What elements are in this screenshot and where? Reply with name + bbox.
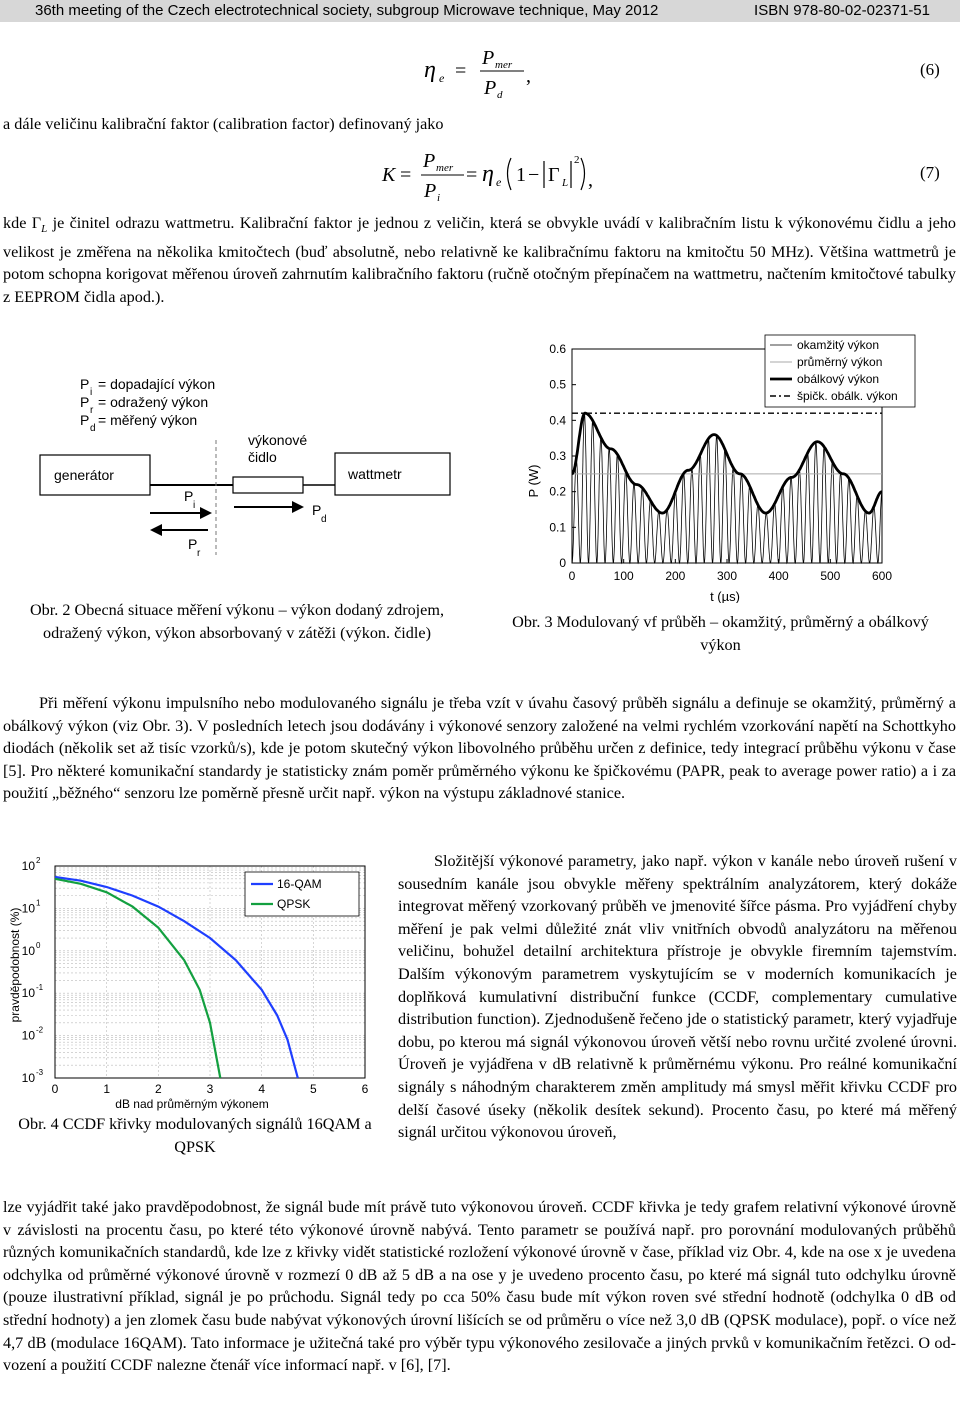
eq6-eta: η [424, 57, 436, 83]
arrow-pd-head [292, 501, 304, 513]
fig4-ytick-exp: 2 [36, 856, 41, 865]
eq7-den: P [424, 180, 437, 202]
legend-pd-sub: d [90, 423, 96, 434]
figure-4-caption: Obr. 4 CCDF křivky modulovaných signálů 16QAM a QPSK [18, 1115, 372, 1156]
fig3-xlabel: t (µs) [710, 589, 740, 603]
fig4-xlabel: dB nad průměrným výkonem [115, 1097, 269, 1111]
eq7-equals-2: = [466, 164, 478, 186]
fig3-legend-3: obálkový výkon [797, 372, 880, 386]
sensor-label-line1: výkonové [248, 432, 308, 448]
arrow-pi-head [200, 507, 212, 519]
paragraph-1 [3, 212, 956, 309]
fig3-xtick-label: 500 [820, 569, 841, 583]
wattmeter-label: wattmetr [348, 466, 402, 482]
fig3-ytick-label: 0.3 [549, 449, 566, 463]
header-right: ISBN 978-80-02-02371-51 [754, 2, 930, 19]
fig3-ytick-label: 0 [559, 556, 566, 570]
fig4-ytick-exp: -2 [36, 1025, 44, 1035]
legend-pd-symbol: P [80, 412, 90, 428]
arrow-pr-head [150, 524, 162, 536]
legend-pr-sub: r [90, 405, 94, 416]
figure-4-chart [5, 850, 390, 1112]
fig3-ytick-label: 0.6 [549, 342, 566, 356]
para1-body: je činitel odrazu wattmetru. Kalibrační faktor je jednou z veličin, která se obvykle uvádí v kalibračním listu k výkonovému čidlu a jeho velikost je změřena na několika kmitočtech (buď absolutně, nebo relativně ke kalibračnímu faktoru na kmitočtu 50 MHz). Většina wattmetrů je potom schopna korigovat měřenou úroveň zahrnutím kalibračního faktoru (ručně otočným přepínačem na wattmetru, načtením kmitočtové tabulky z EEPROM čidla apod.). [3, 214, 957, 307]
fig4-ytick-base: 10 [21, 901, 35, 916]
label-pd: P [312, 502, 322, 518]
figure-2-diagram [30, 365, 470, 575]
generator-label: generátor [54, 467, 114, 483]
fig4-xtick-label: 4 [258, 1082, 266, 1096]
equation-7 [378, 148, 618, 208]
eq6-den: P [484, 77, 497, 99]
equation-6 [420, 40, 540, 100]
fig4-ytick-base: 10 [21, 859, 35, 873]
legend-pi-sub: i [90, 387, 93, 398]
sensor-label-line2: čidlo [248, 449, 277, 465]
eq7-equals: = [400, 164, 412, 186]
legend-pr-text: = odražený výkon [98, 394, 209, 410]
fig4-legend [245, 872, 359, 916]
fig4-ytick-exp: 1 [36, 898, 41, 908]
label-pi-sub: i [193, 500, 196, 511]
fig4-xtick-label: 2 [154, 1082, 162, 1096]
para1-lead: kde Γ [3, 214, 42, 232]
eq7-gamma: Γ [548, 164, 560, 186]
paragraph-3-full: lze vyjádřit také jako pravděpodobnost, že signál bude mít právě tuto výkonovou úroveň. CCDF křivka je tedy grafem relativní výkonové úrovně v závislosti na procentu času, po které této výkonové úrovně nabývá. Tento parametr se používá např. pro porovnání modulovaných průběhů různých komunikačních standardů, kde lze z křivky vidět statistické rozložení výkonové úrovně v čase, příklad viz Obr. 4, kde na ose x je uvedena odchylka od průměrné výkonové úrovně v rozmezí 0 dB až 5 dB a na ose y je uvedeno procento času, po které má signál tuto odchylku úrovně (pouze ilustrativní příklad, signál je po průchodu. Signál tedy po cca 50% času bude mít výkon roven své střední hodnotě (odchylka 0 dB od střední hodnoty) a jen zlomek času bude nabývat výkonových úrovní lišících se od průměru o více než 3,0 dB (QPSK modulace), popř. o více než 4,7 dB (modulace 16QAM). Tato informace je užitečná také pro výběr typu výkonového zesilovače a jiných prvků v komunikačním řetězci. O od-vození a použití CCDF nalezne čtenář více informací např. v [6], [7]. [3, 1198, 956, 1375]
figure-3-caption: Obr. 3 Modulovaný vf průběh – okamžitý, průměrný a obálkový výkon [512, 613, 929, 654]
fig4-xtick-label: 5 [309, 1082, 317, 1096]
sensor-body [233, 477, 303, 493]
fig4-xtick-label: 0 [51, 1082, 59, 1096]
fig3-xtick-label: 600 [871, 569, 893, 583]
intro-line: a dále veličinu kalibrační faktor (calibration factor) definovaný jako [3, 115, 444, 133]
fig4-xtick-label: 3 [206, 1082, 214, 1096]
eq7-num: P [423, 150, 436, 172]
eq6-eta-sub: e [439, 71, 445, 85]
paragraph-3-column: Složitější výkonové parametry, jako např. výkon v kanále nebo úroveň rušení v sousedním kanále jsou obvykle měřeny spektrálním analyzátorem, který dokáže integrovat měřený vzorkovaný průběh ve jmenovité šířce pásma. Pro vyjádření chyby měření je pak velmi důležité znát vliv vnitřních obvodů analyzátoru na měřenou veličinu, bohužel detailní architektura přístroje je obvykle firemním tajemstvím. Dalším výkonovým parametrem vyskytujícím se v moderních komunikacích je doplňková kumulativní distribuční funkce (CCDF, complementary cumulative distribution function). Zjednodušeně řečeno jde o statistický parametr, který vyjadřuje dobu, po kterou má signál výkonovou úroveň větší nebo rovnu určité zvolené úrovni. Úroveň je vyjádřena v dB relativně k průměrnému výkonu. Pro reálné komunikační signály s náhodným charakterem změn amplitudy má smysl měřit křivku CCDF pro delší časové úseky (několik desítek sekund). Procento času, po které má měřený signál určitou výkonovou úroveň, [398, 852, 957, 1142]
eq7-k: K [382, 164, 396, 186]
label-pr-sub: r [197, 548, 201, 559]
eq7-paren-right [581, 158, 585, 190]
legend-pi-text: = dopadající výkon [98, 376, 216, 392]
para1-lead-sub: L [41, 223, 48, 236]
eq7-den-sub: i [437, 192, 441, 204]
figure-3-chart [520, 333, 940, 603]
eq7-comma: , [588, 169, 593, 191]
paragraph-2: Při měření výkonu impulsního nebo modulovaného signálu je třeba vzít v úvahu časový průběh signálu a definuje se okamžitý, průměrný a obálkový výkon (viz Obr. 3). V posledních letech jsou dodávány i výkonové senzory založené na velmi rychlém vzorkování napětí na Schottkyho diodách (několik set až tisíc vzorků/s), kde je potom skutečný výkon libovolného průběhu určen z definice, tedy integrací průběhu výkonu v čase [5]. Pro některé komunikační standardy je statisticky znám poměr průměrného výkonu ke špičkovému (PAPR, peak to average power ratio) a i za použití „běžného“ senzoru lze poměrně přesně určit např. výkon na výstupu základnové stanice. [3, 694, 956, 803]
fig3-legend [765, 335, 915, 407]
legend-pr-symbol: P [80, 394, 90, 410]
fig4-xtick-label: 6 [361, 1082, 369, 1096]
fig3-legend-2: průměrný výkon [797, 355, 883, 369]
eq7-eta: η [482, 161, 494, 187]
eq6-comma: , [526, 65, 531, 87]
fig4-ytick-exp: 0 [36, 940, 41, 950]
legend-pd-text: = měřený výkon [98, 412, 198, 428]
fig3-xtick-label: 0 [568, 569, 576, 583]
figure-2-caption: Obr. 2 Obecná situace měření výkonu – výkon dodaný zdrojem, odražený výkon, výkon absorbovaný v zátěži (výkon. čidle) [29, 601, 445, 642]
fig3-xtick-label: 200 [665, 569, 686, 583]
fig3-ytick-label: 0.4 [549, 413, 566, 428]
eq7-paren-left [508, 158, 512, 190]
fig3-legend-1: okamžitý výkon [797, 338, 880, 352]
legend-pi-symbol: P [80, 376, 90, 392]
fig3-xtick-label: 100 [613, 569, 634, 583]
eq6-number: (6) [920, 60, 940, 79]
label-pr: P [188, 536, 198, 552]
fig4-ylabel: pravděpodobnost (%) [8, 907, 22, 1023]
label-pi: P [184, 488, 194, 504]
fig3-series-okamzity [572, 413, 882, 563]
eq7-eta-sub: e [496, 175, 502, 189]
fig4-ytick-exp: -3 [36, 1068, 44, 1077]
eq6-num: P [482, 47, 495, 69]
fig3-xtick-label: 400 [768, 569, 789, 583]
fig4-ytick-exp: -1 [36, 983, 44, 993]
fig4-ytick-base: 10 [21, 1028, 35, 1043]
fig3-legend-4: špičk. obálk. výkon [797, 389, 898, 403]
fig3-ytick-label: 0.5 [549, 377, 566, 392]
fig4-ytick-base: 10 [21, 943, 35, 958]
fig3-ytick-label: 0.2 [549, 484, 566, 499]
fig4-legend-1: 16-QAM [277, 877, 322, 891]
eq7-minus: − [528, 164, 540, 186]
label-pd-sub: d [321, 514, 327, 525]
fig4-ytick-base: 10 [21, 1071, 35, 1085]
eq6-den-sub: d [497, 89, 503, 100]
fig3-ytick-label: 0.1 [549, 520, 566, 535]
eq7-num-sub: mer [436, 162, 454, 174]
eq6-equals: = [455, 60, 467, 82]
fig3-xtick-label: 300 [716, 569, 738, 583]
header-left: 36th meeting of the Czech electrotechnical society, subgroup Microwave technique, May 2012 [35, 2, 659, 19]
eq7-number: (7) [920, 163, 940, 182]
fig4-legend-2: QPSK [277, 897, 311, 911]
fig4-xtick-label: 1 [103, 1082, 111, 1096]
eq7-one: 1 [516, 164, 526, 186]
fig4-ytick-base: 10 [21, 986, 35, 1001]
eq7-square: 2 [574, 154, 580, 166]
fig3-ylabel: P (W) [526, 464, 541, 498]
eq7-gamma-sub: L [562, 177, 569, 189]
eq6-num-sub: mer [495, 59, 513, 71]
page-header [0, 0, 960, 22]
